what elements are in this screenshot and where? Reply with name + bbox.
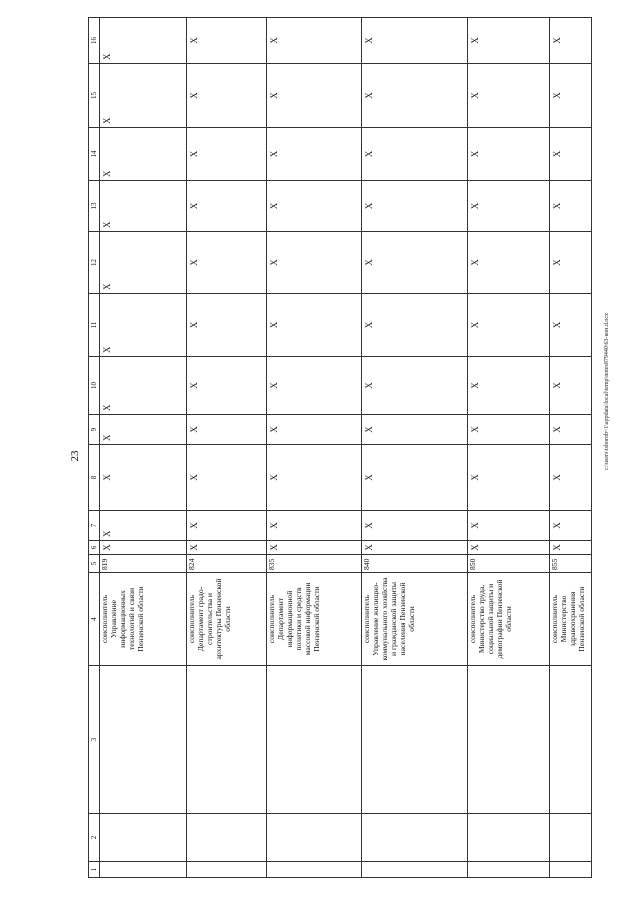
- row-mark-13: X: [187, 181, 267, 232]
- row-col1: [100, 862, 187, 878]
- row-mark-9: X: [100, 415, 187, 445]
- row-mark-6: X: [550, 541, 592, 555]
- col-num-11: 11: [89, 294, 100, 357]
- page-number: 23: [69, 450, 81, 462]
- table-row: [362, 18, 468, 878]
- row-mark-16: X: [550, 18, 592, 64]
- col-num-14: 14: [89, 128, 100, 181]
- row-col2: [267, 814, 362, 862]
- row-mark-14: X: [362, 128, 468, 181]
- table-row: [468, 18, 550, 878]
- row-col2: [187, 814, 267, 862]
- rotated-table-container: [88, 18, 590, 878]
- row-mark-10: X: [187, 357, 267, 415]
- row-mark-16: X: [362, 18, 468, 64]
- row-mark-9: X: [362, 415, 468, 445]
- row-mark-12: X: [100, 232, 187, 294]
- row-mark-8: X: [187, 445, 267, 511]
- row-mark-15: X: [267, 64, 362, 128]
- row-col2: [468, 814, 550, 862]
- row-col2: [362, 814, 468, 862]
- col-num-6: 6: [89, 541, 100, 555]
- column-number-row: [89, 18, 100, 878]
- row-mark-8: X: [267, 445, 362, 511]
- row-mark-13: X: [267, 181, 362, 232]
- row-col1: [550, 862, 592, 878]
- row-executor: соисполнитель Департамент информационной политики и средств массовой информации Пензенской области: [267, 573, 362, 666]
- row-mark-11: X: [100, 294, 187, 357]
- row-executor: соисполнитель Управление жилищно-коммунального хозяйства и гражданской защиты населения Пензенской области: [362, 573, 468, 666]
- row-mark-11: X: [550, 294, 592, 357]
- row-mark-13: X: [550, 181, 592, 232]
- col-num-12: 12: [89, 232, 100, 294]
- col-num-15: 15: [89, 64, 100, 128]
- row-col2: [100, 814, 187, 862]
- table-row: [187, 18, 267, 878]
- row-mark-11: X: [187, 294, 267, 357]
- row-mark-7: X: [468, 511, 550, 541]
- row-mark-13: X: [362, 181, 468, 232]
- row-mark-9: X: [267, 415, 362, 445]
- row-mark-6: X: [100, 541, 187, 555]
- row-col1: [187, 862, 267, 878]
- table-row: [550, 18, 592, 878]
- row-mark-12: X: [187, 232, 267, 294]
- row-col2: [550, 814, 592, 862]
- col-num-4: 4: [89, 573, 100, 666]
- row-mark-7: X: [550, 511, 592, 541]
- row-mark-15: X: [187, 64, 267, 128]
- row-mark-14: X: [468, 128, 550, 181]
- col-num-7: 7: [89, 511, 100, 541]
- program-table: [88, 17, 592, 878]
- row-mark-10: X: [100, 357, 187, 415]
- row-col1: [362, 862, 468, 878]
- row-executor: соисполнитель Министерство здравоохранения Пензенской области: [550, 573, 592, 666]
- row-mark-16: X: [267, 18, 362, 64]
- row-col1: [468, 862, 550, 878]
- row-col3: [267, 666, 362, 814]
- row-mark-10: X: [550, 357, 592, 415]
- row-executor: соисполнитель Министерство труда, социальной защиты и демографии Пензенской области: [468, 573, 550, 666]
- row-mark-10: X: [362, 357, 468, 415]
- row-mark-16: X: [187, 18, 267, 64]
- row-mark-10: X: [468, 357, 550, 415]
- row-mark-8: X: [362, 445, 468, 511]
- row-mark-13: X: [100, 181, 187, 232]
- row-mark-7: X: [362, 511, 468, 541]
- row-mark-12: X: [267, 232, 362, 294]
- row-code: 850: [468, 555, 550, 573]
- row-mark-7: X: [187, 511, 267, 541]
- row-mark-16: X: [100, 18, 187, 64]
- row-mark-6: X: [362, 541, 468, 555]
- row-mark-6: X: [187, 541, 267, 555]
- row-mark-10: X: [267, 357, 362, 415]
- col-num-3: 3: [89, 666, 100, 814]
- row-executor: соисполнитель Управление информационных технологий и связи Пензенской области: [100, 573, 187, 666]
- row-col3: [100, 666, 187, 814]
- row-mark-13: X: [468, 181, 550, 232]
- row-col1: [267, 862, 362, 878]
- row-col3: [468, 666, 550, 814]
- footer-file-path: c:\users\tsborob~1\appdata\local\temp\notes879440\63-кон.d.ocx: [604, 312, 610, 470]
- row-mark-12: X: [468, 232, 550, 294]
- col-num-13: 13: [89, 181, 100, 232]
- row-code: 835: [267, 555, 362, 573]
- row-mark-9: X: [187, 415, 267, 445]
- row-mark-14: X: [550, 128, 592, 181]
- row-mark-14: X: [267, 128, 362, 181]
- row-mark-7: X: [100, 511, 187, 541]
- row-mark-15: X: [362, 64, 468, 128]
- col-num-5: 5: [89, 555, 100, 573]
- row-mark-9: X: [550, 415, 592, 445]
- row-mark-15: X: [100, 64, 187, 128]
- table-row: [100, 18, 187, 878]
- row-mark-11: X: [468, 294, 550, 357]
- table-row: [267, 18, 362, 878]
- row-mark-11: X: [267, 294, 362, 357]
- row-mark-7: X: [267, 511, 362, 541]
- row-mark-15: X: [468, 64, 550, 128]
- col-num-10: 10: [89, 357, 100, 415]
- col-num-16: 16: [89, 18, 100, 64]
- row-mark-9: X: [468, 415, 550, 445]
- row-mark-8: X: [550, 445, 592, 511]
- row-code: 840: [362, 555, 468, 573]
- row-executor: соисполнитель Департамент градо-строительства и архитектуры Пензенской области: [187, 573, 267, 666]
- col-num-1: 1: [89, 862, 100, 878]
- row-mark-14: X: [187, 128, 267, 181]
- col-num-2: 2: [89, 814, 100, 862]
- col-num-9: 9: [89, 415, 100, 445]
- row-mark-15: X: [550, 64, 592, 128]
- row-code: 824: [187, 555, 267, 573]
- col-num-8: 8: [89, 445, 100, 511]
- row-mark-12: X: [362, 232, 468, 294]
- row-col3: [362, 666, 468, 814]
- row-mark-11: X: [362, 294, 468, 357]
- row-col3: [550, 666, 592, 814]
- row-code: 819: [100, 555, 187, 573]
- row-mark-6: X: [468, 541, 550, 555]
- row-mark-6: X: [267, 541, 362, 555]
- row-mark-8: X: [100, 445, 187, 511]
- row-code: 855: [550, 555, 592, 573]
- row-mark-16: X: [468, 18, 550, 64]
- row-mark-12: X: [550, 232, 592, 294]
- row-col3: [187, 666, 267, 814]
- row-mark-14: X: [100, 128, 187, 181]
- row-mark-8: X: [468, 445, 550, 511]
